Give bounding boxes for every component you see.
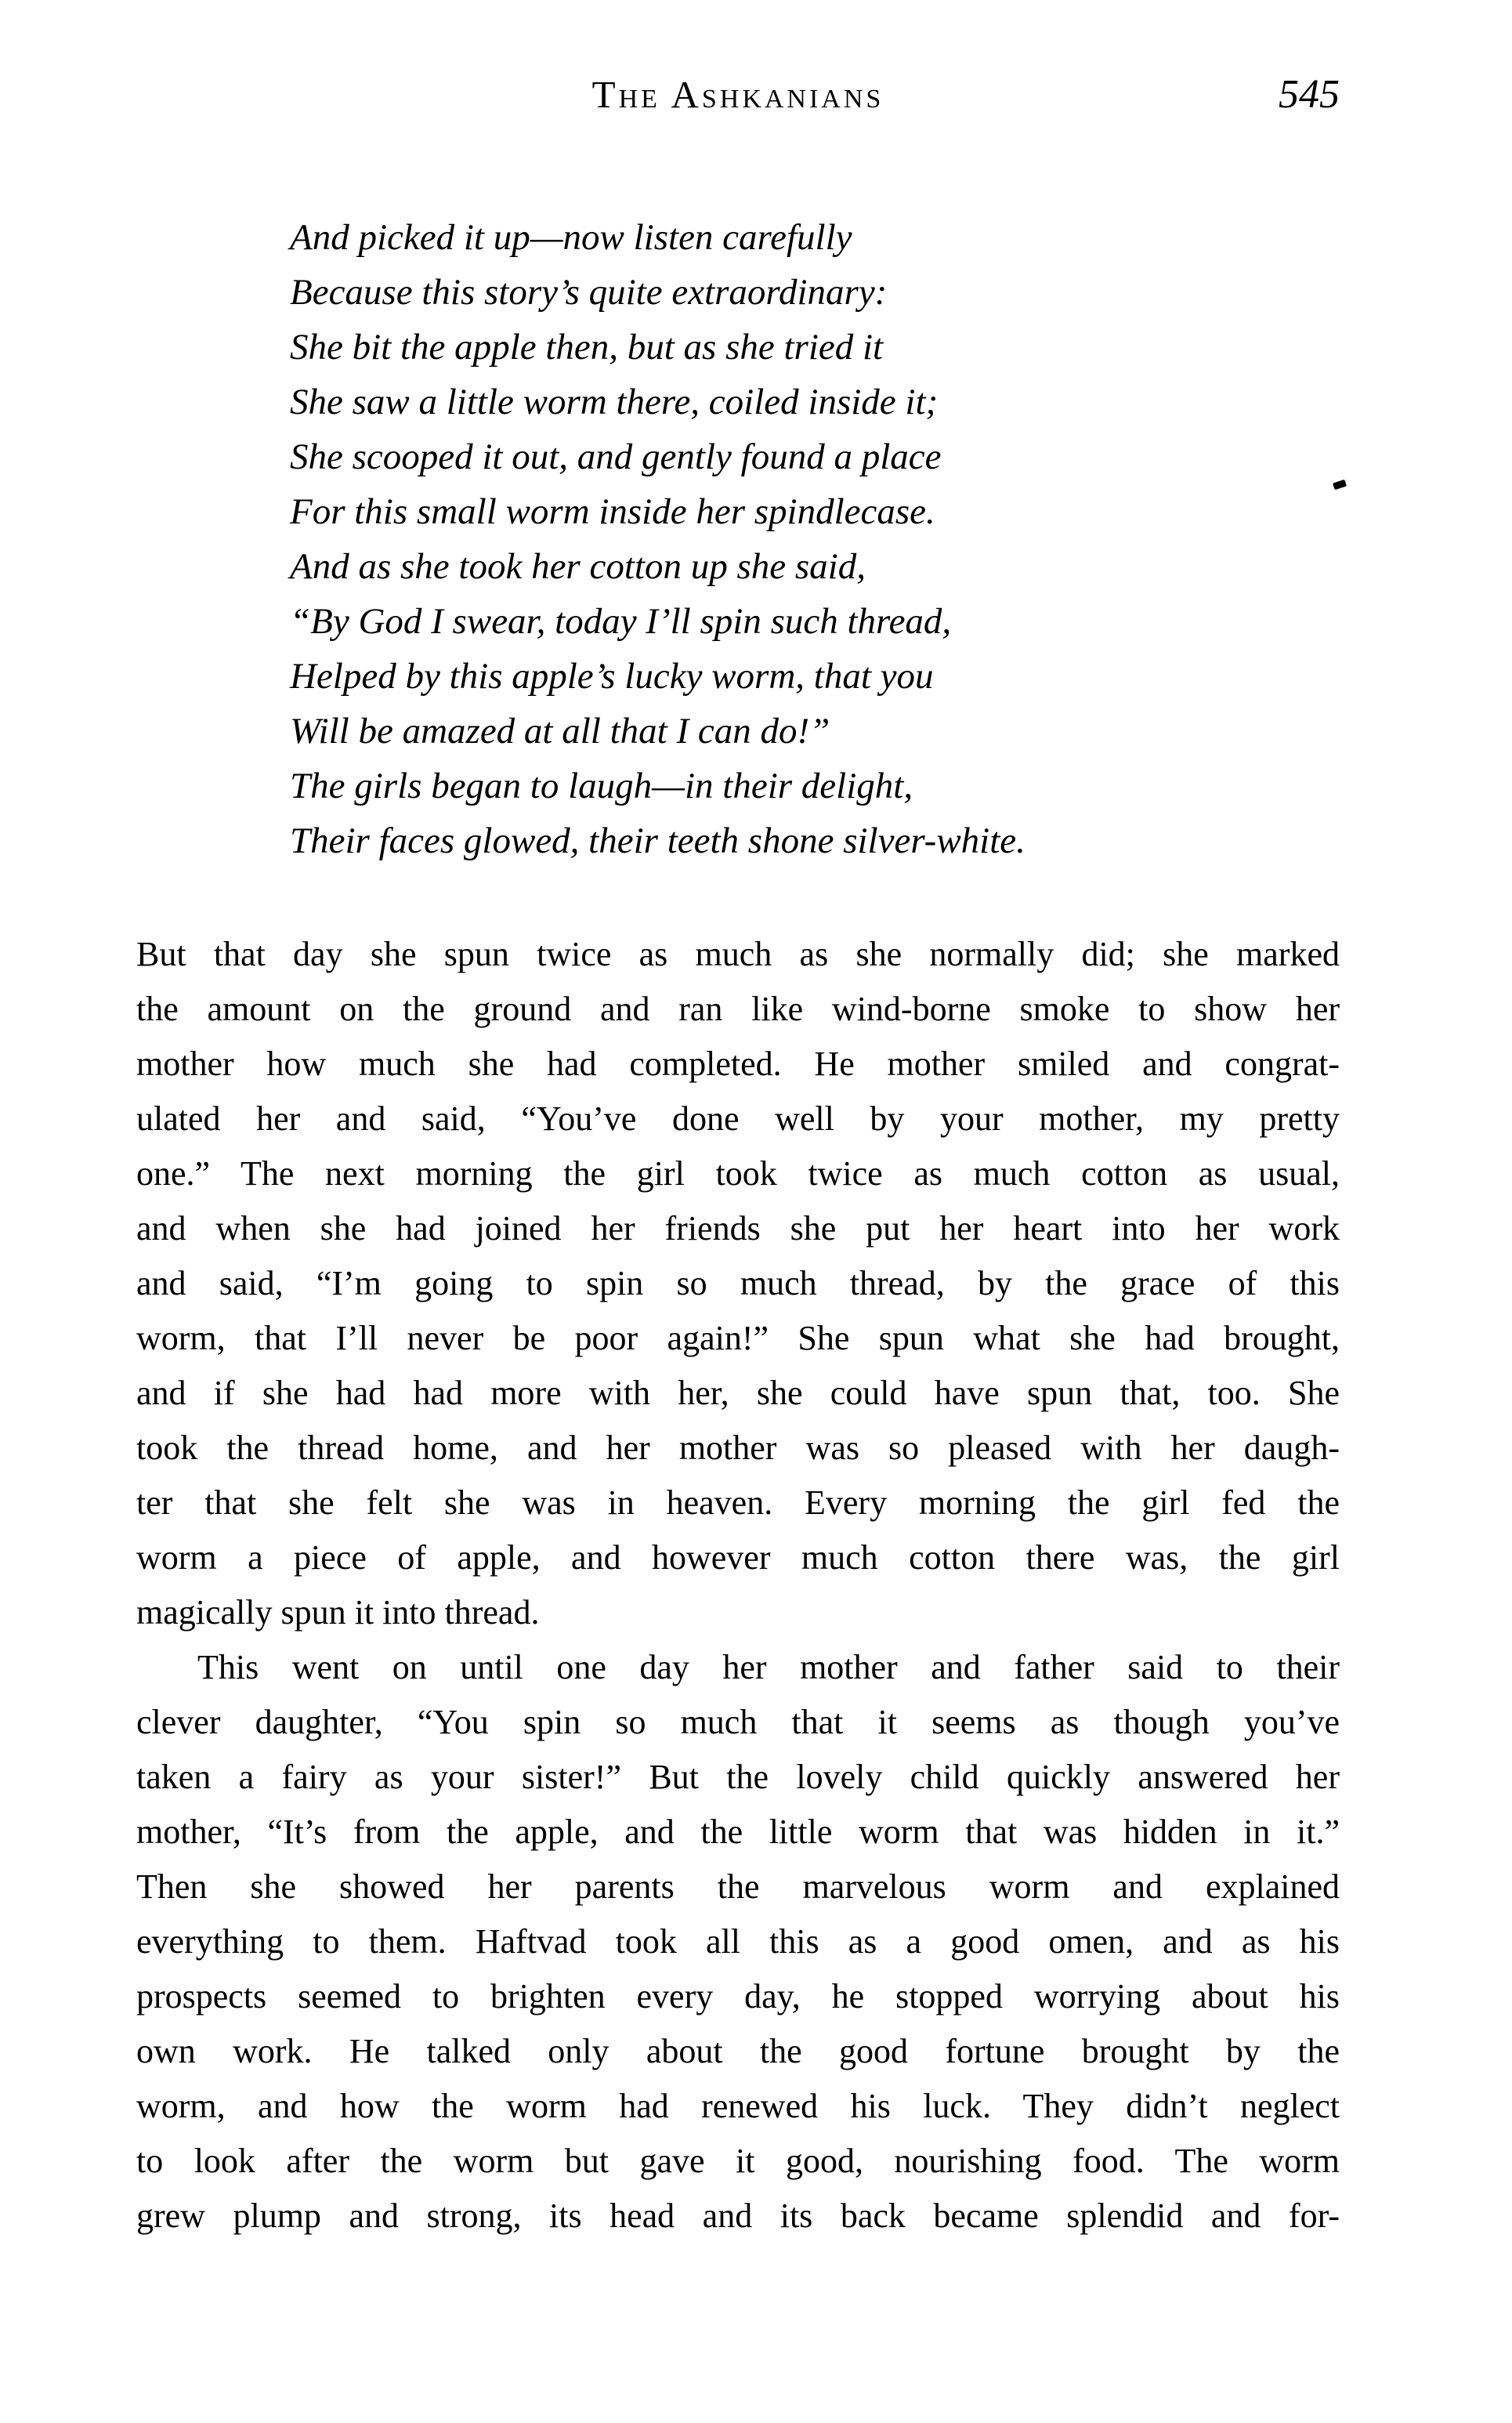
prose-line: But that day she spun twice as much as she normally did; she marked bbox=[136, 935, 1340, 973]
verse-line: Because this story’s quite extraordinary: bbox=[290, 272, 888, 313]
prose-line: took the thread home, and her mother was so pleased with her daugh- bbox=[136, 1429, 1340, 1467]
prose-line: magically spun it into thread. bbox=[136, 1593, 540, 1632]
prose-block bbox=[136, 927, 1340, 2244]
page-number: 545 bbox=[1279, 72, 1340, 117]
verse-line: She saw a little worm there, coiled inside it; bbox=[290, 382, 939, 422]
prose-line: This went on until one day her mother and father said to their bbox=[197, 1648, 1340, 1686]
prose-line: and if she had had more with her, she could have spun that, too. She bbox=[136, 1374, 1340, 1412]
verse-line: Will be amazed at all that I can do!” bbox=[290, 711, 830, 752]
chapter-title: The Ashkanians bbox=[591, 73, 884, 116]
verse-block bbox=[290, 210, 1340, 868]
prose-line: prospects seemed to brighten every day, he stopped worrying about his bbox=[136, 1977, 1340, 2016]
prose-line: and said, “I’m going to spin so much thread, by the grace of this bbox=[136, 1264, 1340, 1302]
verse-line: Helped by this apple’s lucky worm, that you bbox=[290, 656, 934, 697]
prose-line: worm a piece of apple, and however much cotton there was, the girl bbox=[136, 1538, 1340, 1577]
prose-line: the amount on the ground and ran like wind-borne smoke to show her bbox=[136, 990, 1340, 1028]
prose-line: clever daughter, “You spin so much that it seems as though you’ve bbox=[136, 1703, 1340, 1741]
verse-line: The girls began to laugh—in their delight, bbox=[290, 766, 913, 806]
prose-line: mother how much she had completed. He mother smiled and congrat- bbox=[136, 1045, 1340, 1083]
paragraph-1 bbox=[136, 927, 1340, 1640]
verse-line: She bit the apple then, but as she tried it bbox=[290, 327, 884, 368]
prose-line: grew plump and strong, its head and its back became splendid and for- bbox=[136, 2197, 1340, 2235]
prose-line: Then she showed her parents the marvelous worm and explained bbox=[136, 1867, 1340, 1906]
verse-line: She scooped it out, and gently found a place bbox=[290, 436, 942, 477]
prose-line: taken a fairy as your sister!” But the lovely child quickly answered her bbox=[136, 1758, 1340, 1796]
prose-line: worm, and how the worm had renewed his luck. They didn’t neglect bbox=[136, 2087, 1340, 2125]
prose-line: everything to them. Haftvad took all this as a good omen, and as his bbox=[136, 1922, 1340, 1961]
prose-line: ulated her and said, “You’ve done well by your mother, my pretty bbox=[136, 1099, 1340, 1138]
paragraph-2 bbox=[136, 1640, 1340, 2244]
verse-line: For this small worm inside her spindlecase. bbox=[290, 491, 935, 532]
verse-line: And as she took her cotton up she said, bbox=[290, 546, 866, 587]
prose-line: own work. He talked only about the good fortune brought by the bbox=[136, 2032, 1340, 2070]
prose-line: ter that she felt she was in heaven. Every morning the girl fed the bbox=[136, 1483, 1340, 1522]
prose-line: and when she had joined her friends she put her heart into her work bbox=[136, 1209, 1340, 1248]
prose-line: one.” The next morning the girl took twice as much cotton as usual, bbox=[136, 1154, 1340, 1193]
prose-line: to look after the worm but gave it good, nourishing food. The worm bbox=[136, 2142, 1340, 2180]
verse-line: “By God I swear, today I’ll spin such thread, bbox=[290, 601, 952, 642]
prose-line: worm, that I’ll never be poor again!” She spun what she had brought, bbox=[136, 1319, 1340, 1357]
verse-line: And picked it up—now listen carefully bbox=[290, 217, 852, 258]
verse-line: Their faces glowed, their teeth shone silver-white. bbox=[290, 820, 1025, 861]
running-header bbox=[136, 69, 1340, 125]
prose-line: mother, “It’s from the apple, and the little worm that was hidden in it.” bbox=[136, 1813, 1340, 1851]
